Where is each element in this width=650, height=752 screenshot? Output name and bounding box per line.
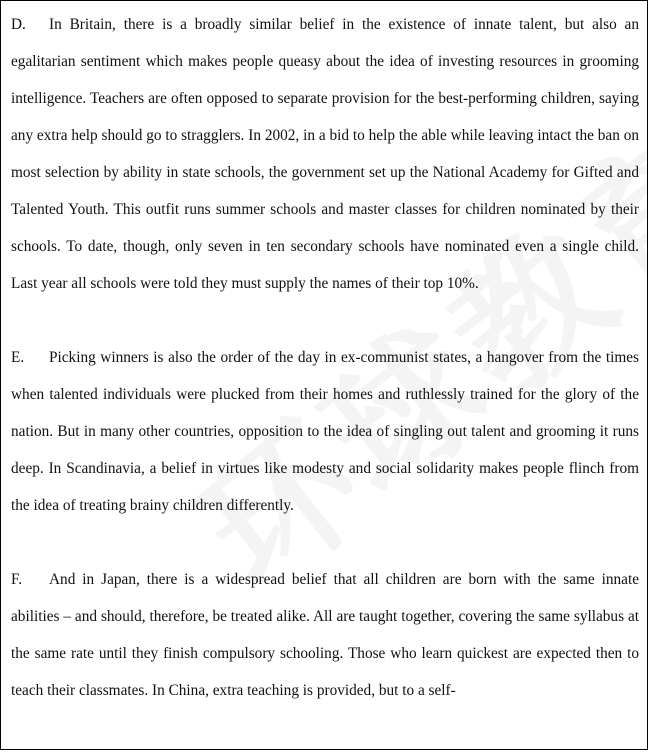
paragraph-e <box>11 339 639 524</box>
paragraph-f <box>11 561 639 709</box>
paragraph-d <box>11 6 639 302</box>
paragraph-letter: D. <box>11 16 26 33</box>
paragraph-text: In Britain, there is a broadly similar belief in the existence of innate talent, but also an egalitarian sentiment which makes people queasy about the idea of investing resources in grooming intelligence. Teachers are often opposed to separate provision for the best-performing children, saying any extra help should go to stragglers. In 2002, in a bid to help the able while leaving intact the ban on most selection by ability in state schools, the government set up the National Academy for Gifted and Talented Youth. This outfit runs summer schools and master classes for children nominated by their schools. To date, though, only seven in ten secondary schools have nominated even a single child. Last year all schools were told they must supply the names of their top 10%. <box>11 16 639 292</box>
paragraph-text: Picking winners is also the order of the day in ex-communist states, a hangover from the times when talented individuals were plucked from their homes and ruthlessly trained for the glory of the nation. But in many other countries, opposition to the idea of singling out talent and grooming it runs deep. In Scandinavia, a belief in virtues like modesty and social solidarity makes people flinch from the idea of treating brainy children differently. <box>11 349 639 514</box>
paragraph-letter: F. <box>11 571 23 588</box>
document-body <box>11 6 639 709</box>
paragraph-letter: E. <box>11 349 25 366</box>
paragraph-text: And in Japan, there is a widespread belief that all children are born with the same innate abilities – and should, therefore, be treated alike. All are taught together, covering the same syllabus at the same rate until they finish compulsory schooling. Those who learn quickest are expected then to teach their classmates. In China, extra teaching is provided, but to a self- <box>11 571 639 699</box>
